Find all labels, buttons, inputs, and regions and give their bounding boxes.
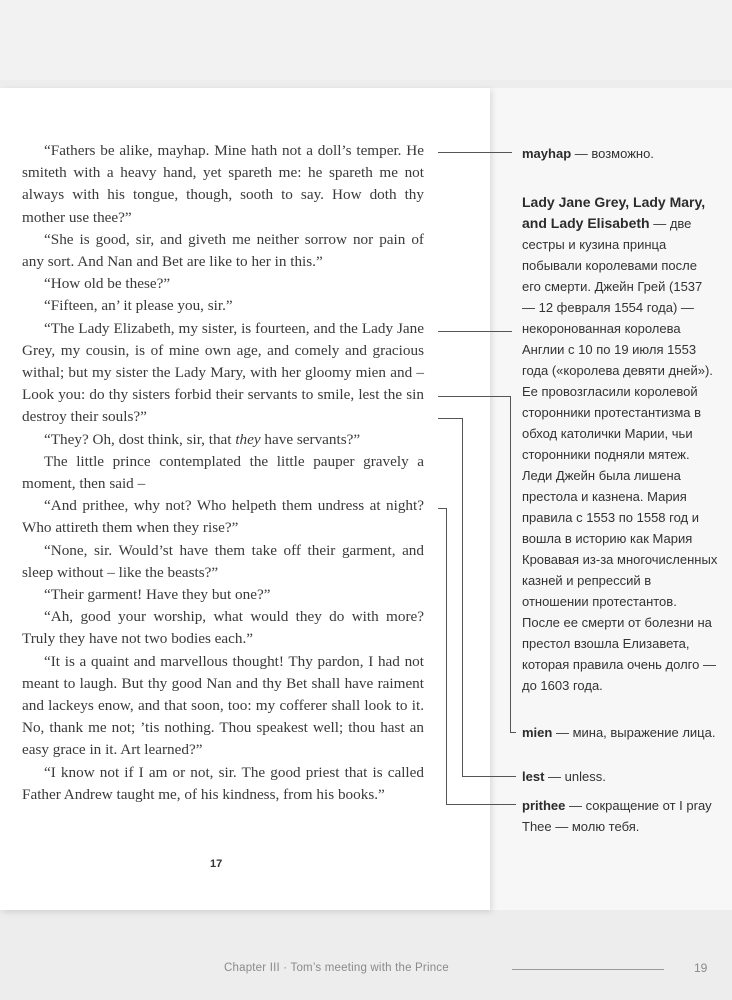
connector-line-mien-h1	[438, 396, 510, 397]
gloss-entry-mien	[522, 722, 718, 743]
gloss-definition: — две сестры и кузина принца побывали королевами после его смерти. Джейн Грей (1537 — 12 февраля 1554 года) — некоронованная королева Англии с 10 по 19 июля 1553 года («королева девяти дней»). Ее провозгласили королевой сторонники протестантизма в обход католички Марии, чьи сторонники подняли мятеж. Леди Джейн была лишена престола и казнена. Мария правила с 1553 по 1558 год и вошла в историю как Мария Кровавая из-за многочисленных казней и репрессий в отношении протестантов. После ее смерти от болезни на престол взошла Елизавета, которая правила очень долго — до 1603 года.	[522, 216, 718, 693]
connector-line-prithee-v	[446, 508, 447, 804]
page-number-left: 17	[210, 858, 223, 870]
gloss-term: Lady Jane Grey, Lady Mary, and Lady Elisabeth	[522, 194, 706, 231]
background-top	[0, 0, 732, 80]
connector-line-mien-h2	[510, 732, 516, 733]
paragraph: “None, sir. Would’st have them take off their garment, and sleep without – like the beasts?”	[22, 541, 424, 581]
gloss-entry-mayhap	[522, 143, 718, 164]
gloss-definition: — мина, выражение лица.	[552, 725, 716, 740]
paragraph	[22, 429, 424, 451]
paragraph-part: “They? Oh, dost think, sir, that	[44, 430, 236, 448]
connector-line-lady-jane	[438, 331, 512, 332]
gloss-term: mien	[522, 725, 553, 740]
gloss-term: mayhap	[522, 146, 572, 161]
paragraph: “Fathers be alike, mayhap. Mine hath not a doll’s temper. He smiteth with a heavy hand, yet spareth me: he spareth me not always with his tongue, though, sooth to say. How doth thy mother use thee?”	[22, 142, 424, 226]
paragraph: “Fifteen, an’ it please you, sir.”	[44, 297, 233, 315]
paragraph: “Their garment! Have they but one?”	[44, 586, 271, 604]
gloss-term: lest	[522, 769, 545, 784]
connector-line-mayhap	[438, 152, 512, 153]
story-text	[22, 140, 424, 806]
footer-rule	[512, 969, 664, 970]
gloss-definition: — unless.	[544, 769, 606, 784]
paragraph-part: have servants?”	[260, 430, 361, 448]
paragraph: “It is a quaint and marvellous thought! Thy pardon, I had not meant to laugh. But thy good Nan and thy Bet shall have raiment and lackeys enow, and that soon, too: my cofferer shall look to it. No, thank me not; ’tis nothing. Thou speakest well; thou hast an easy grace in it. Art learned?”	[22, 652, 424, 759]
connector-line-mien-v	[510, 396, 511, 732]
paragraph: “And prithee, why not? Who helpeth them undress at night? Who attireth them when they rise?”	[22, 497, 424, 537]
connector-line-lest-v	[462, 418, 463, 776]
page-number-right: 19	[694, 961, 708, 975]
paragraph: “She is good, sir, and giveth me neither sorrow nor pain of any sort. And Nan and Bet are like to her in this.”	[22, 230, 424, 271]
gloss-entry-lest	[522, 766, 718, 787]
connector-line-prithee-h2	[446, 804, 516, 805]
connector-line-lest-h1	[438, 418, 462, 419]
gloss-definition: — сокращение от I pray Thee — молю тебя.	[522, 798, 712, 834]
running-footer-chapter: Chapter III · Tom’s meeting with the Prince	[224, 962, 449, 974]
gloss-term: prithee	[522, 798, 566, 813]
paragraph: “How old be these?”	[44, 275, 171, 293]
paragraph: “The Lady Elizabeth, my sister, is fourteen, and the Lady Jane Grey, my cousin, is of mine own age, and comely and gracious withal; but my sister the Lady Mary, with her gloomy mien and – Look you: do thy sisters forbid their servants to smile, lest the sin destroy their souls?”	[22, 319, 424, 426]
paragraph: The little prince contemplated the little pauper gravely a moment, then said –	[22, 452, 424, 493]
connector-line-prithee-h1	[438, 508, 446, 509]
paragraph: “Ah, good your worship, what would they do with more? Truly they have not two bodies each.”	[22, 608, 424, 648]
gloss-definition: — возможно.	[571, 146, 654, 161]
gloss-entry-prithee	[522, 795, 718, 837]
connector-line-lest-h2	[462, 776, 516, 777]
italic-word: they	[235, 430, 261, 448]
paragraph: “I know not if I am or not, sir. The good priest that is called Father Andrew taught me, of his kindness, from his books.”	[22, 763, 424, 803]
gloss-entry-lady-jane-grey	[522, 192, 718, 696]
